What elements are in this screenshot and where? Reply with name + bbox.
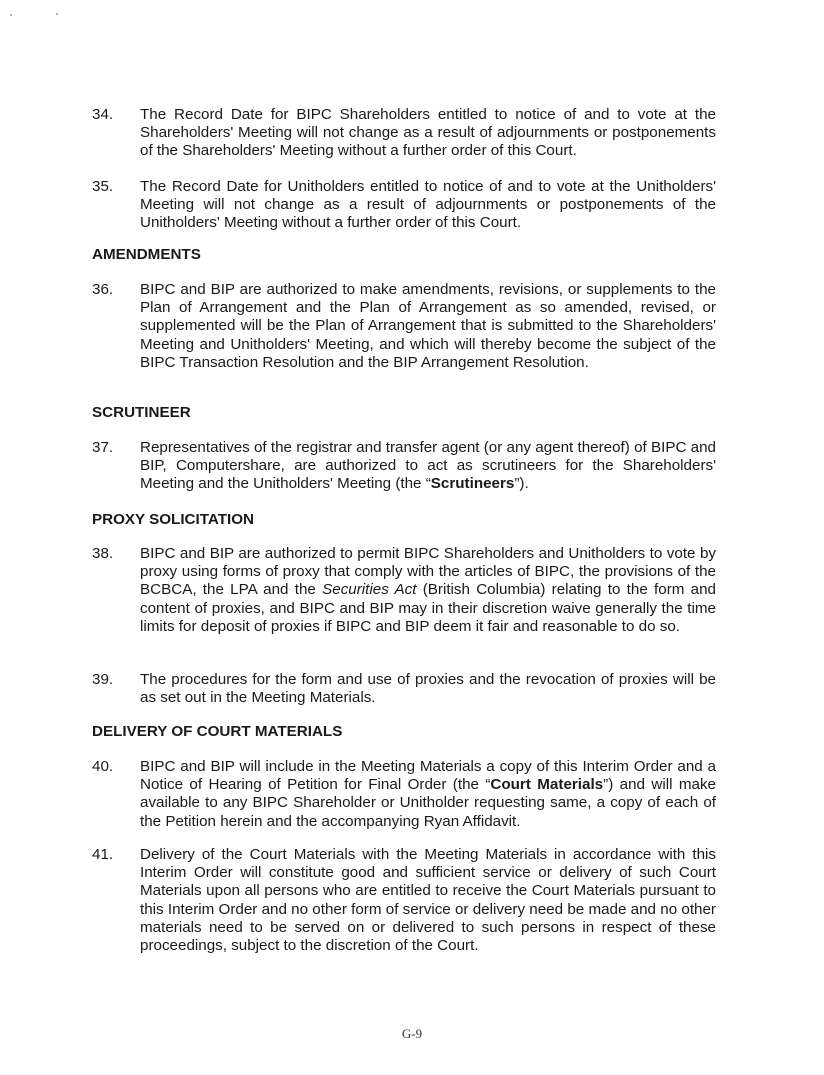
paragraph-39: [92, 671, 716, 707]
paragraph-number: 41.: [92, 846, 114, 863]
text-segment: BIPC and BIP are authorized to permit BIPC Shareholders and Unitholders to vote by proxy using forms of proxy that comply with the articles of BIPC, the provisions of the BCBCA, the LPA and the: [140, 545, 716, 599]
paragraph-number: 35.: [92, 178, 114, 195]
paragraph-number: 38.: [92, 545, 114, 562]
paragraph-36: [92, 281, 716, 372]
paragraph-40: [92, 758, 716, 831]
heading-scrutineer: SCRUTINEER: [92, 404, 191, 421]
text-segment: ”).: [514, 475, 529, 493]
paragraph-text: The Record Date for Unitholders entitled to notice of and to vote at the Unitholders' Meeting will not change as a result of adjournments or postponements of the Unitholders' Meeting without a further order of this Court.: [140, 178, 716, 232]
heading-amendments: AMENDMENTS: [92, 246, 201, 263]
paragraph-number: 34.: [92, 106, 114, 123]
text-segment: BIPC and BIP will include in the Meeting Materials a copy of this Interim Order and a Notice of Hearing of Petition for Final Order (the “: [140, 758, 716, 794]
paragraph-number: 36.: [92, 281, 114, 298]
defined-term: Scrutineers: [430, 475, 515, 493]
text-segment: Representatives of the registrar and transfer agent (or any agent thereof) of BIPC and BIP, Computershare, are authorized to act as scrutineers for the Shareholders' Meeting and the Unitholders' Meeting (the “: [140, 439, 716, 493]
paragraph-number: 40.: [92, 758, 114, 775]
paragraph-text: BIPC and BIP are authorized to make amendments, revisions, or supplements to the Plan of Arrangement and the Plan of Arrangement as so amended, revised, or supplemented will be the Plan of Arrangement that is submitted to the Shareholders' Meeting and Unitholders' Meeting, and which will thereby become the subject of the BIPC Transaction Resolution and the BIP Arrangement Resolution.: [140, 281, 716, 371]
paragraph-text: Delivery of the Court Materials with the Meeting Materials in accordance with this Interim Order will constitute good and sufficient service or delivery of such Court Materials upon all persons who are entitled to receive the Court Materials pursuant to this Interim Order and no other form of service or delivery need be made and no other materials need to be served on or delivered to such persons in respect of these proceedings, subject to the discretion of the Court.: [140, 846, 716, 955]
scan-speck: [10, 14, 12, 16]
scan-speck: [56, 13, 58, 15]
paragraph-number: 37.: [92, 439, 114, 456]
defined-term: Court Materials: [490, 776, 604, 794]
text-segment: ”) and will make available to any BIPC Shareholder or Unitholder requesting same, a copy of each of the Petition herein and the accompanying Ryan Affidavit.: [140, 776, 716, 830]
paragraph-34: [92, 106, 716, 161]
paragraph-text: [140, 545, 716, 636]
statute-name: Securities Act: [322, 581, 417, 599]
paragraph-41: [92, 846, 716, 955]
paragraph-text: [140, 758, 716, 831]
paragraph-37: [92, 439, 716, 494]
paragraph-number: 39.: [92, 671, 114, 688]
page-number: G-9: [401, 1026, 423, 1041]
text-segment: (British Columbia) relating to the form and content of proxies, and BIPC and BIP may in their discretion waive generally the time limits for deposit of proxies if BIPC and BIP deem it fair and reasonable to do so.: [140, 581, 716, 635]
paragraph-text: The Record Date for BIPC Shareholders entitled to notice of and to vote at the Shareholders' Meeting will not change as a result of adjournments or postponements of the Shareholders' Meeting without a further order of this Court.: [140, 106, 716, 160]
heading-proxy-solicitation: PROXY SOLICITATION: [92, 511, 255, 528]
paragraph-35: [92, 178, 716, 233]
paragraph-38: [92, 545, 716, 636]
paragraph-text: The procedures for the form and use of proxies and the revocation of proxies will be as set out in the Meeting Materials.: [140, 671, 716, 707]
heading-delivery-of-court-materials: DELIVERY OF COURT MATERIALS: [92, 723, 343, 740]
paragraph-text: [140, 439, 716, 494]
